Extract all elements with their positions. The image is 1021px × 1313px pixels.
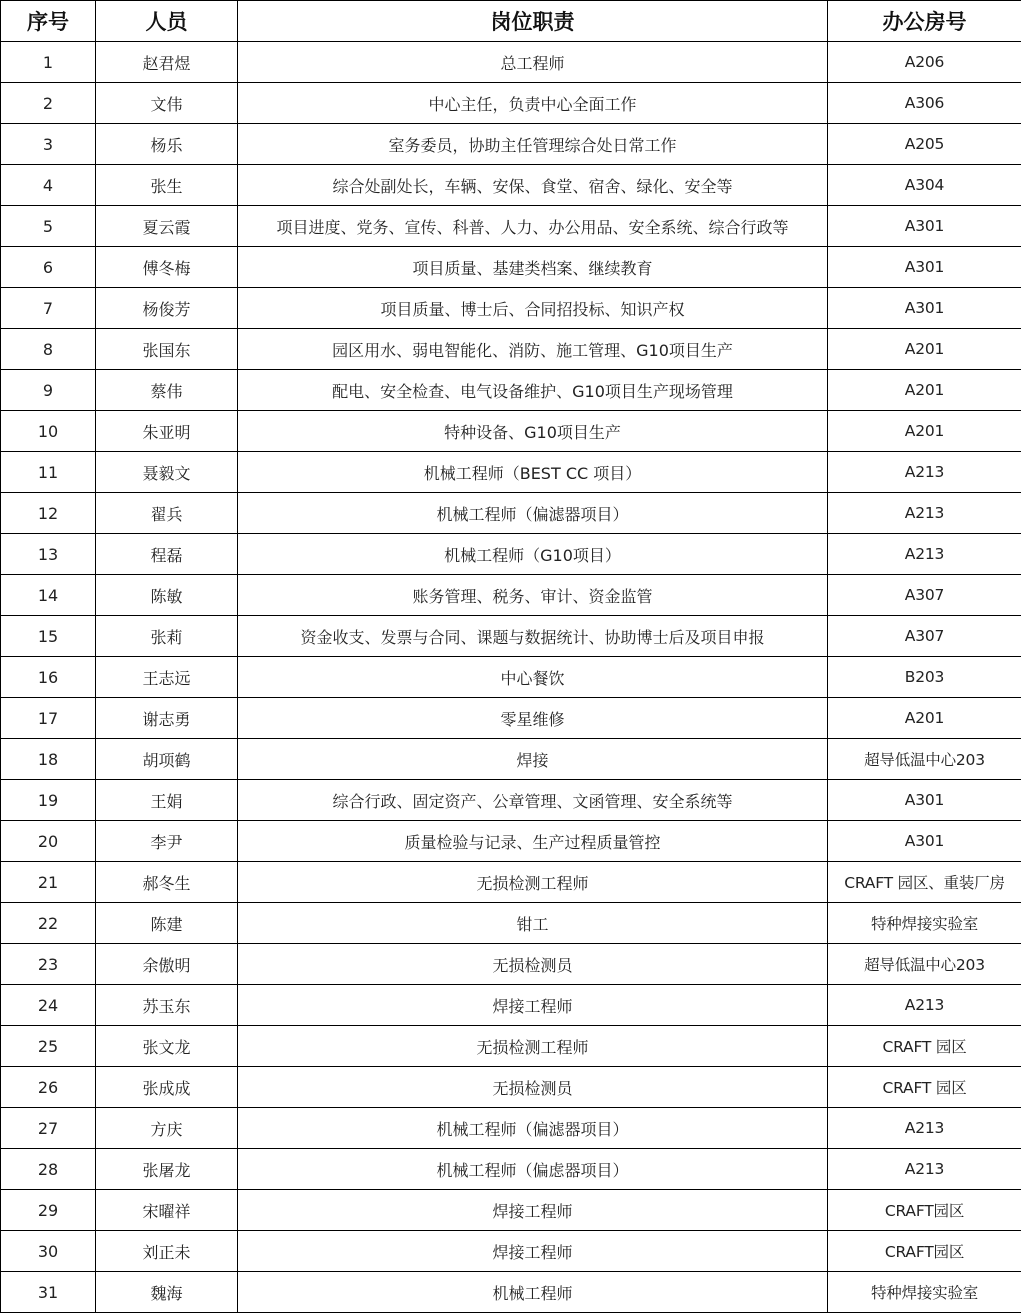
personnel-name-cell: 陈敏 xyxy=(96,575,238,616)
serial-number-cell: 3 xyxy=(1,124,96,165)
office-room-cell: CRAFT 园区 xyxy=(828,1026,1021,1067)
serial-number-cell: 14 xyxy=(1,575,96,616)
office-room-cell: A213 xyxy=(828,493,1021,534)
table-row xyxy=(1,1149,1021,1190)
office-room-cell: A213 xyxy=(828,1108,1021,1149)
office-room-cell: A301 xyxy=(828,821,1021,862)
table-row xyxy=(1,83,1021,124)
table-row xyxy=(1,821,1021,862)
office-room-cell: A301 xyxy=(828,206,1021,247)
office-room-cell: CRAFT园区 xyxy=(828,1231,1021,1272)
duty-cell: 资金收支、发票与合同、课题与数据统计、协助博士后及项目申报 xyxy=(238,616,828,657)
office-room-cell: CRAFT 园区、重装厂房 xyxy=(828,862,1021,903)
duty-cell: 机械工程师（G10项目） xyxy=(238,534,828,575)
office-room-cell: A304 xyxy=(828,165,1021,206)
serial-number-cell: 27 xyxy=(1,1108,96,1149)
duty-cell: 焊接工程师 xyxy=(238,1231,828,1272)
header-office-room: 办公房号 xyxy=(828,1,1021,42)
personnel-name-cell: 张生 xyxy=(96,165,238,206)
office-room-cell: A213 xyxy=(828,534,1021,575)
header-personnel: 人员 xyxy=(96,1,238,42)
duty-cell: 项目质量、基建类档案、继续教育 xyxy=(238,247,828,288)
serial-number-cell: 21 xyxy=(1,862,96,903)
personnel-name-cell: 张屠龙 xyxy=(96,1149,238,1190)
personnel-name-cell: 赵君煜 xyxy=(96,42,238,83)
personnel-name-cell: 文伟 xyxy=(96,83,238,124)
office-room-cell: 超导低温中心203 xyxy=(828,944,1021,985)
personnel-name-cell: 刘正未 xyxy=(96,1231,238,1272)
serial-number-cell: 11 xyxy=(1,452,96,493)
personnel-name-cell: 朱亚明 xyxy=(96,411,238,452)
table-row xyxy=(1,206,1021,247)
office-room-cell: B203 xyxy=(828,657,1021,698)
table-row xyxy=(1,247,1021,288)
duty-cell: 项目质量、博士后、合同招投标、知识产权 xyxy=(238,288,828,329)
table-row xyxy=(1,657,1021,698)
serial-number-cell: 31 xyxy=(1,1272,96,1313)
serial-number-cell: 13 xyxy=(1,534,96,575)
table-row xyxy=(1,1231,1021,1272)
serial-number-cell: 8 xyxy=(1,329,96,370)
duty-cell: 配电、安全检查、电气设备维护、G10项目生产现场管理 xyxy=(238,370,828,411)
office-room-cell: A205 xyxy=(828,124,1021,165)
serial-number-cell: 28 xyxy=(1,1149,96,1190)
personnel-name-cell: 张文龙 xyxy=(96,1026,238,1067)
table-row xyxy=(1,288,1021,329)
office-room-cell: A201 xyxy=(828,698,1021,739)
personnel-name-cell: 方庆 xyxy=(96,1108,238,1149)
duty-cell: 无损检测工程师 xyxy=(238,1026,828,1067)
office-room-cell: A301 xyxy=(828,288,1021,329)
serial-number-cell: 25 xyxy=(1,1026,96,1067)
table-row xyxy=(1,42,1021,83)
duty-cell: 焊接工程师 xyxy=(238,1190,828,1231)
personnel-name-cell: 陈建 xyxy=(96,903,238,944)
duty-cell: 无损检测工程师 xyxy=(238,862,828,903)
personnel-name-cell: 郝冬生 xyxy=(96,862,238,903)
table-row xyxy=(1,1108,1021,1149)
serial-number-cell: 1 xyxy=(1,42,96,83)
duty-cell: 总工程师 xyxy=(238,42,828,83)
office-room-cell: A213 xyxy=(828,1149,1021,1190)
table-row xyxy=(1,862,1021,903)
office-room-cell: 特种焊接实验室 xyxy=(828,1272,1021,1313)
personnel-name-cell: 王志远 xyxy=(96,657,238,698)
serial-number-cell: 4 xyxy=(1,165,96,206)
personnel-name-cell: 杨俊芳 xyxy=(96,288,238,329)
table-row xyxy=(1,124,1021,165)
duty-cell: 机械工程师（BEST CC 项目） xyxy=(238,452,828,493)
table-row xyxy=(1,780,1021,821)
table-row xyxy=(1,452,1021,493)
office-room-cell: A301 xyxy=(828,247,1021,288)
office-room-cell: A306 xyxy=(828,83,1021,124)
personnel-name-cell: 翟兵 xyxy=(96,493,238,534)
table-row xyxy=(1,534,1021,575)
office-room-cell: A213 xyxy=(828,985,1021,1026)
duty-cell: 机械工程师（偏滤器项目） xyxy=(238,1108,828,1149)
duty-cell: 机械工程师（偏虑器项目） xyxy=(238,1149,828,1190)
header-serial-number: 序号 xyxy=(1,1,96,42)
header-duty: 岗位职责 xyxy=(238,1,828,42)
serial-number-cell: 5 xyxy=(1,206,96,247)
personnel-name-cell: 聂毅文 xyxy=(96,452,238,493)
office-room-cell: A206 xyxy=(828,42,1021,83)
table-row xyxy=(1,1190,1021,1231)
personnel-name-cell: 张成成 xyxy=(96,1067,238,1108)
serial-number-cell: 10 xyxy=(1,411,96,452)
duty-cell: 综合行政、固定资产、公章管理、文函管理、安全系统等 xyxy=(238,780,828,821)
office-room-cell: A307 xyxy=(828,575,1021,616)
personnel-name-cell: 夏云霞 xyxy=(96,206,238,247)
table-row xyxy=(1,985,1021,1026)
personnel-name-cell: 张莉 xyxy=(96,616,238,657)
office-room-cell: A213 xyxy=(828,452,1021,493)
serial-number-cell: 7 xyxy=(1,288,96,329)
table-row xyxy=(1,411,1021,452)
table-header xyxy=(1,1,1021,42)
duty-cell: 机械工程师 xyxy=(238,1272,828,1313)
serial-number-cell: 19 xyxy=(1,780,96,821)
serial-number-cell: 9 xyxy=(1,370,96,411)
personnel-name-cell: 杨乐 xyxy=(96,124,238,165)
serial-number-cell: 6 xyxy=(1,247,96,288)
serial-number-cell: 17 xyxy=(1,698,96,739)
duty-cell: 中心主任，负责中心全面工作 xyxy=(238,83,828,124)
office-room-cell: A201 xyxy=(828,370,1021,411)
personnel-name-cell: 蔡伟 xyxy=(96,370,238,411)
serial-number-cell: 24 xyxy=(1,985,96,1026)
serial-number-cell: 20 xyxy=(1,821,96,862)
personnel-name-cell: 傅冬梅 xyxy=(96,247,238,288)
table-row xyxy=(1,165,1021,206)
personnel-name-cell: 程磊 xyxy=(96,534,238,575)
serial-number-cell: 12 xyxy=(1,493,96,534)
table-row xyxy=(1,370,1021,411)
office-room-cell: A301 xyxy=(828,780,1021,821)
office-room-cell: A201 xyxy=(828,411,1021,452)
serial-number-cell: 23 xyxy=(1,944,96,985)
duty-cell: 零星维修 xyxy=(238,698,828,739)
duty-cell: 无损检测员 xyxy=(238,1067,828,1108)
table-row xyxy=(1,493,1021,534)
table-body xyxy=(1,42,1021,1313)
duty-cell: 园区用水、弱电智能化、消防、施工管理、G10项目生产 xyxy=(238,329,828,370)
duty-cell: 账务管理、税务、审计、资金监管 xyxy=(238,575,828,616)
office-room-cell: CRAFT园区 xyxy=(828,1190,1021,1231)
personnel-name-cell: 李尹 xyxy=(96,821,238,862)
table-row xyxy=(1,698,1021,739)
serial-number-cell: 22 xyxy=(1,903,96,944)
serial-number-cell: 26 xyxy=(1,1067,96,1108)
duty-cell: 质量检验与记录、生产过程质量管控 xyxy=(238,821,828,862)
personnel-name-cell: 苏玉东 xyxy=(96,985,238,1026)
table-row xyxy=(1,1026,1021,1067)
personnel-name-cell: 魏海 xyxy=(96,1272,238,1313)
table-row xyxy=(1,944,1021,985)
personnel-name-cell: 张国东 xyxy=(96,329,238,370)
table-row xyxy=(1,739,1021,780)
office-room-cell: 超导低温中心203 xyxy=(828,739,1021,780)
duty-cell: 特种设备、G10项目生产 xyxy=(238,411,828,452)
personnel-name-cell: 王娟 xyxy=(96,780,238,821)
duty-cell: 钳工 xyxy=(238,903,828,944)
office-room-cell: A307 xyxy=(828,616,1021,657)
table-row xyxy=(1,329,1021,370)
table-row xyxy=(1,575,1021,616)
duty-cell: 项目进度、党务、宣传、科普、人力、办公用品、安全系统、综合行政等 xyxy=(238,206,828,247)
duty-cell: 综合处副处长，车辆、安保、食堂、宿舍、绿化、安全等 xyxy=(238,165,828,206)
office-room-cell: CRAFT 园区 xyxy=(828,1067,1021,1108)
table-row xyxy=(1,903,1021,944)
table-row xyxy=(1,1067,1021,1108)
table-row xyxy=(1,616,1021,657)
serial-number-cell: 29 xyxy=(1,1190,96,1231)
serial-number-cell: 15 xyxy=(1,616,96,657)
personnel-name-cell: 谢志勇 xyxy=(96,698,238,739)
duty-cell: 焊接 xyxy=(238,739,828,780)
duty-cell: 焊接工程师 xyxy=(238,985,828,1026)
office-room-cell: A201 xyxy=(828,329,1021,370)
serial-number-cell: 30 xyxy=(1,1231,96,1272)
office-room-cell: 特种焊接实验室 xyxy=(828,903,1021,944)
serial-number-cell: 2 xyxy=(1,83,96,124)
serial-number-cell: 16 xyxy=(1,657,96,698)
duty-cell: 无损检测员 xyxy=(238,944,828,985)
header-row xyxy=(1,1,1021,42)
personnel-name-cell: 余傲明 xyxy=(96,944,238,985)
personnel-name-cell: 宋曜祥 xyxy=(96,1190,238,1231)
personnel-name-cell: 胡项鹤 xyxy=(96,739,238,780)
serial-number-cell: 18 xyxy=(1,739,96,780)
table-row xyxy=(1,1272,1021,1313)
duty-cell: 室务委员，协助主任管理综合处日常工作 xyxy=(238,124,828,165)
duty-cell: 中心餐饮 xyxy=(238,657,828,698)
duty-cell: 机械工程师（偏滤器项目） xyxy=(238,493,828,534)
